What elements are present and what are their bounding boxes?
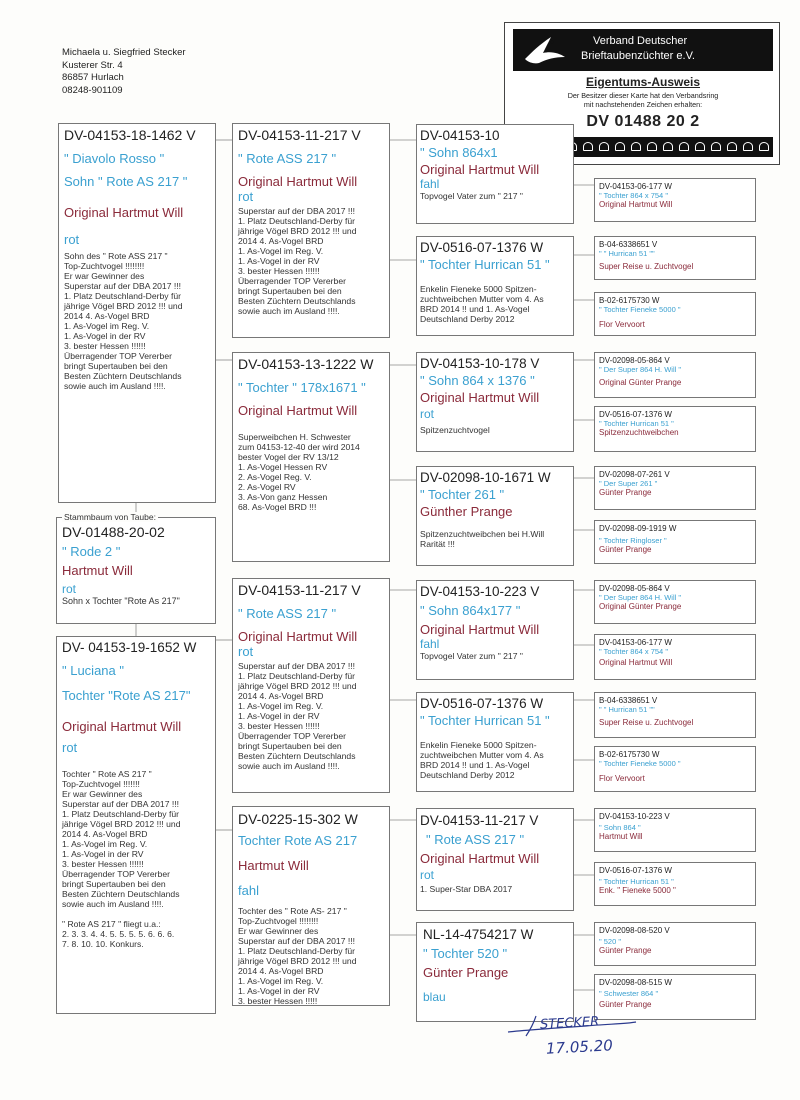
owner-phone: 08248-901109 <box>62 84 123 96</box>
ancestor-name: " Schwester 864 " <box>599 989 659 998</box>
great-grandparent-name: " Tochter 261 " <box>420 487 505 502</box>
ancestor-gen4-card <box>594 922 756 966</box>
father-ring: DV-04153-18-1462 V <box>64 127 196 143</box>
ancestor-name: " Tochter 864 x 754 " <box>599 191 668 200</box>
ancestor-name: " Tochter Fieneke 5000 " <box>599 305 681 314</box>
great-grandparent-color: fahl <box>420 177 440 191</box>
grandparent-card <box>232 578 390 793</box>
ancestor-ring: DV-02098-05-864 V <box>599 356 670 365</box>
owner-city: 86857 Hurlach <box>62 72 124 83</box>
great-grandparent-card <box>416 124 574 224</box>
certificate-text: Der Besitzer dieser Karte hat den Verbandsring mit nachstehenden Zeichen erhalten: <box>567 91 719 109</box>
main-pigeon-name: " Rode 2 " <box>62 544 121 559</box>
grandparent-description: Superstar auf der DBA 2017 !!! 1. Platz Deutschland-Derby für jährige Vögel BRD 2012 !!! und 2014 4. As-Vogel BRD 1. As-Vogel im Reg. V. 1. As-Vogel in der RV 3. bester Hessen !!!!!! Überragender TOP Vererber bringt Supertauben bei den Besten Züchtern Deutschlands sowie auch im Ausland !!!!. <box>238 206 357 316</box>
ancestor-gen4-card <box>594 292 756 336</box>
ancestor-name: " Der Super 864 H. Will " <box>599 365 682 374</box>
signature <box>506 1012 666 1072</box>
ancestor-name: " Der Super 261 " <box>599 479 658 488</box>
owner-address <box>62 47 186 97</box>
certificate-header <box>513 29 773 71</box>
ancestor-breeder: Original Hartmut Will <box>599 658 673 667</box>
mother-ring: DV- 04153-19-1652 W <box>62 640 197 655</box>
ancestor-name: " " Hurrican 51 "" <box>599 705 655 714</box>
grandparent-ring: DV-0225-15-302 W <box>238 811 358 827</box>
ancestor-gen4-card <box>594 692 756 738</box>
ancestor-name: " Sohn 864 " <box>599 823 641 832</box>
great-grandparent-description: Topvogel Vater zum " 217 " <box>420 191 523 201</box>
ancestor-name: " Tochter Ringloser " <box>599 536 667 545</box>
ancestor-breeder: Original Hartmut Will <box>599 200 673 209</box>
great-grandparent-ring: DV-02098-10-1671 W <box>420 470 551 485</box>
great-grandparent-card <box>416 236 574 336</box>
great-grandparent-breeder: Original Hartmut Will <box>420 162 540 177</box>
ancestor-breeder: Günter Prange <box>599 488 652 497</box>
grandparent-description: Tochter des " Rote AS- 217 " Top-Zuchtvogel !!!!!!!! Er war Gewinner des Superstar auf der DBA 2017 !!! 1. Platz Deutschland-Derby für jährige Vögel BRD 2012 !!! und 2014 4. As-Vogel BRD 1. As-Vogel im Reg. V. 1. As-Vogel in der RV 3. bester Hessen !!!!! <box>238 906 357 1006</box>
ancestor-ring: DV-0516-07-1376 W <box>599 866 672 875</box>
grandparent-breeder: Hartmut Will <box>238 858 309 873</box>
ancestor-gen4-card <box>594 580 756 624</box>
ancestor-gen4-card <box>594 178 756 222</box>
ancestor-breeder: Super Reise u. Zuchtvogel <box>599 718 694 727</box>
great-grandparent-breeder: Original Hartmut Will <box>420 390 540 405</box>
great-grandparent-ring: DV-0516-07-1376 W <box>420 696 544 711</box>
father-name: " Diavolo Rosso " <box>64 151 165 166</box>
ancestor-gen4-card <box>594 466 756 510</box>
father-color: rot <box>64 232 80 247</box>
great-grandparent-card <box>416 352 574 452</box>
owner-street: Kusterer Str. 4 <box>62 59 123 71</box>
ancestor-breeder: Flor Vervoort <box>599 320 645 329</box>
great-grandparent-breeder: Günther Prange <box>420 504 513 519</box>
ancestor-name: " " Hurrican 51 "" <box>599 249 655 258</box>
ancestor-gen4-card <box>594 352 756 398</box>
great-grandparent-description: 1. Super-Star DBA 2017 <box>420 884 513 894</box>
great-grandparent-color: rot <box>420 407 435 421</box>
main-pigeon-ring: DV-01488-20-02 <box>62 524 165 540</box>
main-pigeon-breeder: Hartmut Will <box>62 563 133 578</box>
certificate-org-line2: Brieftaubenzüchter e.V. <box>581 50 695 62</box>
grandparent-description: Superweibchen H. Schwester zum 04153-12-40 der wird 2014 bester Vogel der RV 13/12 1. As-Vogel Hessen RV 2. As-Vogel Reg. V. 2. As-Vogel RV 3. As-Von ganz Hessen 68. As-Vogel BRD !!! <box>238 432 360 512</box>
great-grandparent-color: rot <box>420 868 435 882</box>
grandparent-ring: DV-04153-11-217 V <box>238 582 361 598</box>
grandparent-name: " Rote ASS 217 " <box>238 606 337 621</box>
great-grandparent-name: " Sohn 864 x 1376 " <box>420 373 535 388</box>
ancestor-breeder: Flor Vervoort <box>599 774 645 783</box>
signature-name: STECKER <box>539 1014 600 1033</box>
mother-name: " Luciana " <box>62 663 124 678</box>
grandparent-name: Tochter Rote AS 217 <box>238 833 358 848</box>
ancestor-ring: B-04-6338651 V <box>599 696 658 705</box>
great-grandparent-ring: DV-0516-07-1376 W <box>420 240 544 255</box>
ancestor-ring: DV-02098-09-1919 W <box>599 524 677 533</box>
mother-breeder: Original Hartmut Will <box>62 719 182 734</box>
ancestor-name: " Tochter Hurrican 51 " <box>599 877 674 886</box>
father-card <box>58 123 216 503</box>
grandparent-ring: DV-04153-11-217 V <box>238 127 361 143</box>
great-grandparent-ring: DV-04153-10-223 V <box>420 584 540 599</box>
ancestor-breeder: Hartmut Will <box>599 832 643 841</box>
main-pigeon-color: rot <box>62 582 77 596</box>
father-description: Sohn des " Rote ASS 217 " Top-Zuchtvogel !!!!!!!! Er war Gewinner des Superstar auf der DBA 2017 !!! 1. Platz Deutschland-Derby für jährige Vögel BRD 2012 !!! und 2014 4. As-Vogel BRD 1. As-Vogel im Reg. V. 1. As-Vogel in der RV 3. bester Hessen !!!!!! Überragender TOP Vererber bringt Supertauben bei den Besten Züchtern Deutschlands sowie auch im Ausland !!!!. <box>64 251 183 391</box>
mother-color: rot <box>62 740 78 755</box>
great-grandparent-breeder: Original Hartmut Will <box>420 622 540 637</box>
great-grandparent-card <box>416 466 574 566</box>
ancestor-breeder: Enk. " Fieneke 5000 " <box>599 886 676 895</box>
father-name-line2: Sohn " Rote AS 217 " <box>64 174 188 189</box>
mother-name-line2: Tochter "Rote AS 217" <box>62 688 191 703</box>
mother-card <box>56 636 216 1014</box>
grandparent-breeder: Original Hartmut Will <box>238 403 358 418</box>
great-grandparent-ring: DV-04153-11-217 V <box>420 813 539 828</box>
grandparent-breeder: Original Hartmut Will <box>238 629 358 644</box>
ancestor-name: " 520 " <box>599 937 622 946</box>
great-grandparent-color: blau <box>423 990 446 1004</box>
ancestor-breeder: Spitzenzuchtweibchen <box>599 428 679 437</box>
great-grandparent-name: " Rote ASS 217 " <box>426 832 525 847</box>
signature-date: 17.05.20 <box>545 1036 614 1058</box>
great-grandparent-card <box>416 692 574 792</box>
grandparent-breeder: Original Hartmut Will <box>238 174 358 189</box>
great-grandparent-ring: DV-04153-10 <box>420 128 500 143</box>
grandparent-description: Superstar auf der DBA 2017 !!! 1. Platz Deutschland-Derby für jährige Vögel BRD 2012 !!! und 2014 4. As-Vogel BRD 1. As-Vogel im Reg. V. 1. As-Vogel in der RV 3. bester Hessen !!!!!! Überragender TOP Vererber bringt Supertauben bei den Besten Züchtern Deutschlands sowie auch im Ausland !!!!. <box>238 661 357 771</box>
grandparent-card <box>232 123 390 338</box>
ancestor-breeder: Original Günter Prange <box>599 602 682 611</box>
ancestor-gen4-card <box>594 406 756 452</box>
ancestor-gen4-card <box>594 634 756 680</box>
great-grandparent-name: " Tochter 520 " <box>423 946 508 961</box>
main-pigeon-caption: Stammbaum von Taube: <box>64 512 156 522</box>
great-grandparent-breeder: Original Hartmut Will <box>420 851 540 866</box>
great-grandparent-card <box>416 922 574 1022</box>
great-grandparent-name: " Tochter Hurrican 51 " <box>420 713 550 728</box>
grandparent-color: fahl <box>238 883 259 898</box>
ancestor-name: " Tochter 864 x 754 " <box>599 647 668 656</box>
father-breeder: Original Hartmut Will <box>64 205 184 220</box>
ancestor-ring: DV-0516-07-1376 W <box>599 410 672 419</box>
ancestor-breeder: Super Reise u. Zuchtvogel <box>599 262 694 271</box>
great-grandparent-card <box>416 808 574 911</box>
ancestor-ring: DV-04153-06-177 W <box>599 182 672 191</box>
ancestor-gen4-card <box>594 746 756 792</box>
ancestor-ring: DV-02098-07-261 V <box>599 470 670 479</box>
ancestor-ring: B-04-6338651 V <box>599 240 658 249</box>
ancestor-ring: DV-04153-10-223 V <box>599 812 670 821</box>
ancestor-ring: DV-02098-08-520 V <box>599 926 670 935</box>
ancestor-ring: B-02-6175730 W <box>599 750 660 759</box>
ancestor-breeder: Günter Prange <box>599 1000 652 1009</box>
dove-logo-icon <box>521 33 567 67</box>
ancestor-gen4-card <box>594 862 756 906</box>
certificate-ring-number: DV 01488 20 2 <box>586 113 700 130</box>
great-grandparent-ring: DV-04153-10-178 V <box>420 356 540 371</box>
certificate-org-line1: Verband Deutscher <box>593 35 688 47</box>
ancestor-ring: DV-02098-08-515 W <box>599 978 672 987</box>
great-grandparent-description: Spitzenzuchtvogel <box>420 425 490 435</box>
ancestor-ring: DV-02098-05-864 V <box>599 584 670 593</box>
ancestor-breeder: Original Günter Prange <box>599 378 682 387</box>
ancestor-name: " Tochter Hurrican 51 " <box>599 419 674 428</box>
certificate-title: Eigentums-Ausweis <box>585 75 701 89</box>
grandparent-card <box>232 352 390 562</box>
grandparent-card <box>232 806 390 1006</box>
great-grandparent-description: Enkelin Fieneke 5000 Spitzen- zuchtweibchen Mutter vom 4. As BRD 2014 !! und 1. As-Vogel Deutschland Derby 2012 <box>420 284 544 324</box>
main-pigeon-description: Sohn x Tochter "Rote As 217" <box>62 596 180 606</box>
great-grandparent-description: Enkelin Fieneke 5000 Spitzen- zuchtweibchen Mutter vom 4. As BRD 2014 !! und 1. As-Vogel Deutschland Derby 2012 <box>420 740 544 780</box>
great-grandparent-description: Spitzenzuchtweibchen bei H.Will Rarität !!! <box>420 529 545 549</box>
great-grandparent-name: " Sohn 864x1 <box>420 145 498 160</box>
owner-name: Michaela u. Siegfried Stecker <box>62 47 186 58</box>
ancestor-name: " Der Super 864 H. Will " <box>599 593 682 602</box>
ancestor-name: " Tochter Fieneke 5000 " <box>599 759 681 768</box>
main-pigeon-card <box>56 517 216 624</box>
grandparent-ring: DV-04153-13-1222 W <box>238 356 374 372</box>
grandparent-color: rot <box>238 189 254 204</box>
grandparent-name: " Tochter " 178x1671 " <box>238 380 366 395</box>
ancestor-ring: DV-04153-06-177 W <box>599 638 672 647</box>
great-grandparent-color: fahl <box>420 637 440 651</box>
great-grandparent-name: " Sohn 864x177 " <box>420 603 521 618</box>
grandparent-color: rot <box>238 644 254 659</box>
ancestor-breeder: Günter Prange <box>599 545 652 554</box>
great-grandparent-description: Topvogel Vater zum " 217 " <box>420 651 523 661</box>
ancestor-ring: B-02-6175730 W <box>599 296 660 305</box>
ancestor-gen4-card <box>594 236 756 280</box>
great-grandparent-breeder: Günter Prange <box>423 965 509 980</box>
mother-description: Tochter " Rote AS 217 " Top-Zuchtvogel !!!!!!! Er war Gewinner des Superstar auf der DBA 2017 !!! 1. Platz Deutschland-Derby für jährige Vögel BRD 2012 !!! und 2014 4. As-Vogel BRD 1. As-Vogel im Reg. V. 1. As-Vogel in der RV 3. bester Hessen !!!!!! Überragender TOP Vererber bringt Supertauben bei den Besten Züchtern Deutschlands sowie auch im Ausland !!!!. " Rote AS 217 " fliegt u.a.: 2. 3. 3. 4. 4. 5. 5. 5. 5. 6. 6. 6. 7. 8. 10. 10. Konkurs. <box>62 769 181 949</box>
ancestor-gen4-card <box>594 520 756 564</box>
great-grandparent-ring: NL-14-4754217 W <box>423 927 534 942</box>
grandparent-name: " Rote ASS 217 " <box>238 151 337 166</box>
ancestor-breeder: Günter Prange <box>599 946 652 955</box>
ancestor-gen4-card <box>594 808 756 852</box>
great-grandparent-card <box>416 580 574 680</box>
great-grandparent-name: " Tochter Hurrican 51 " <box>420 257 550 272</box>
